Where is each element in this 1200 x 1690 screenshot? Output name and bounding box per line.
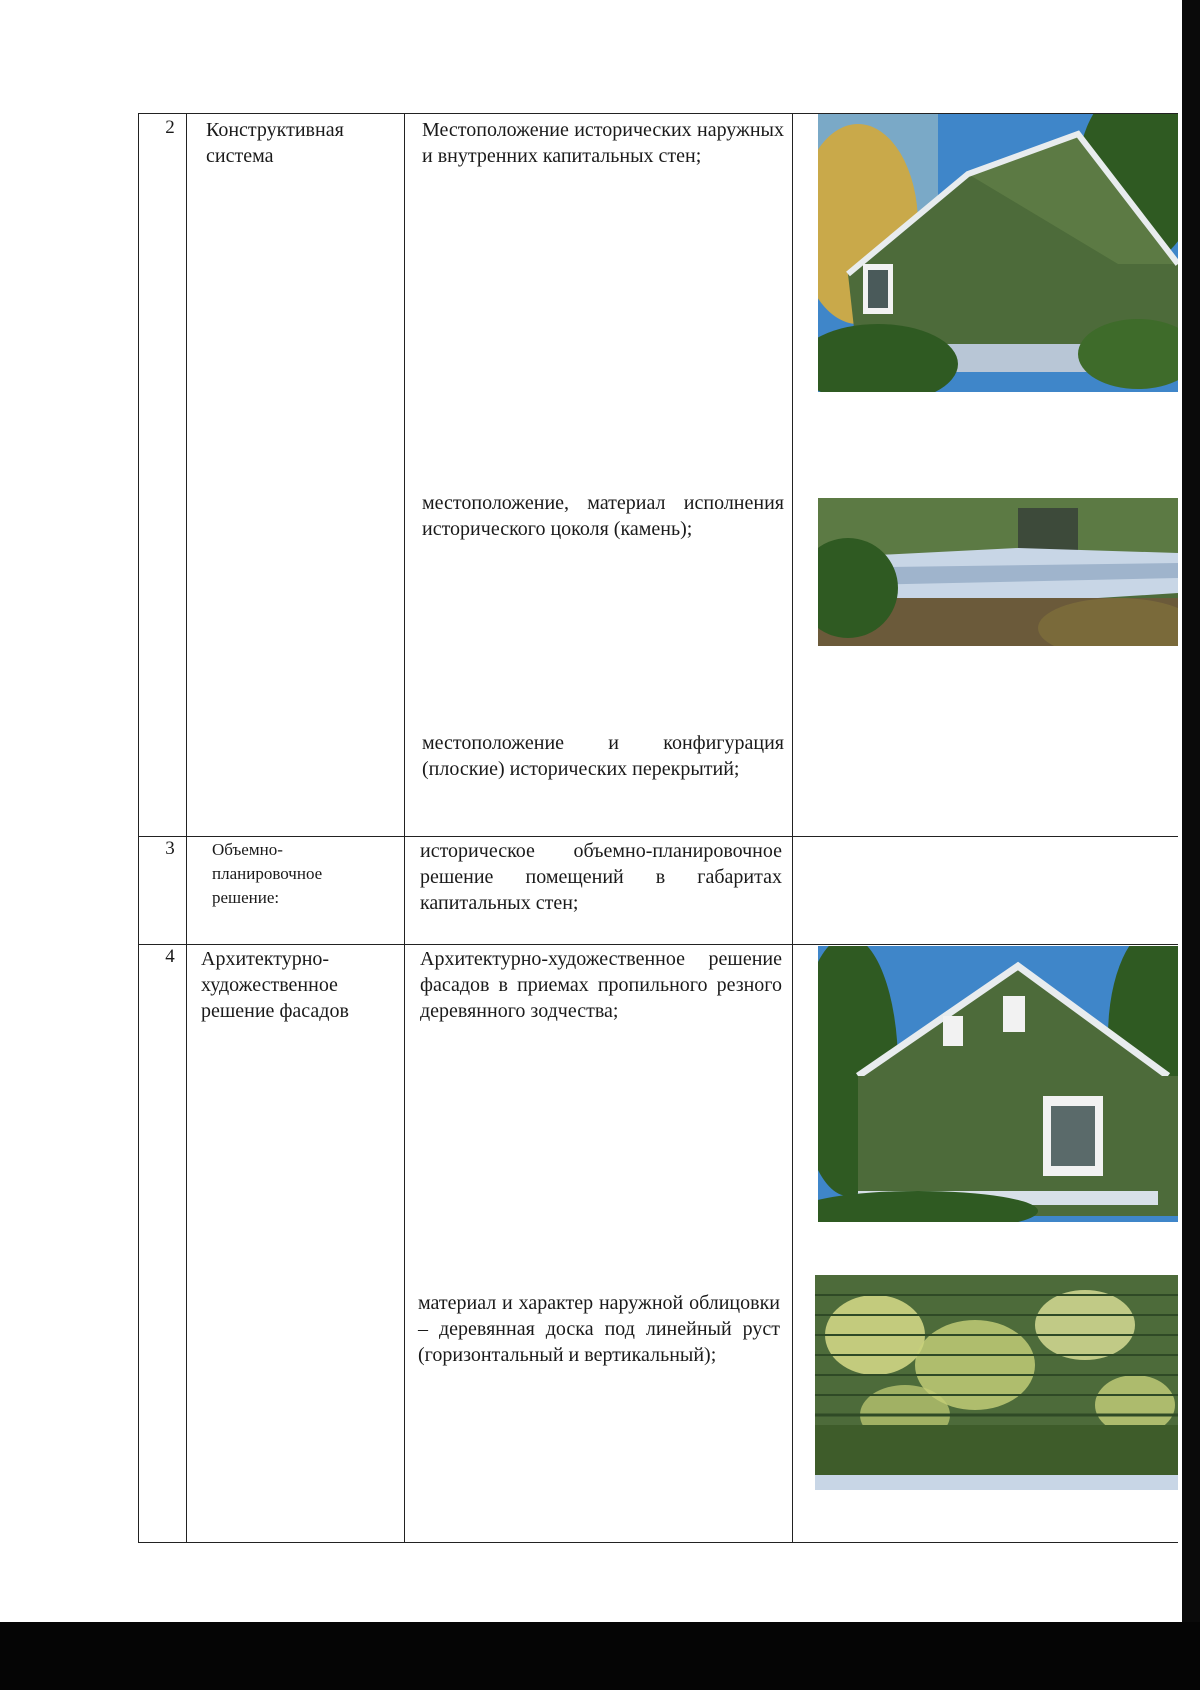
row-item: историческое объемно-планировочное решение помещений в габаритах капитальных стен; <box>420 840 782 914</box>
scan-bottom-bar <box>0 1622 1200 1690</box>
row-title: Архитектурно-художественное решение фасадов <box>201 948 349 1022</box>
row-item: Местоположение исторических наружных и внутренних капитальных стен; <box>422 119 784 167</box>
facade-photo <box>818 946 1178 1222</box>
house-photo <box>818 114 1178 392</box>
table-border-col1 <box>186 113 187 1543</box>
plinth-photo <box>818 498 1178 646</box>
row-item: местоположение и конфигурация (плоские) исторических перекрытий; <box>422 732 784 780</box>
table-border-col2 <box>404 113 405 1543</box>
row-item: материал и характер наружной облицовки – деревянная доска под линейный руст (горизонтальный и вертикальный); <box>418 1292 780 1366</box>
row-item: Архитектурно-художественное решение фасадов в приемах пропильного резного деревянного зодчества; <box>420 948 782 1022</box>
table-border-bottom <box>138 1542 1178 1543</box>
row-title: Объемно-планировочное решение: <box>212 840 323 907</box>
row-number: 3 <box>165 838 175 859</box>
table-border-left <box>138 113 139 1543</box>
row-divider-3 <box>138 836 1178 837</box>
scan-edge <box>1182 0 1200 1690</box>
row-title: Конструктивная система <box>206 119 344 167</box>
table-border-col3 <box>792 113 793 1543</box>
row-divider-4 <box>138 944 1178 945</box>
row-item: местоположение, материал исполнения исторического цоколя (камень); <box>422 492 784 540</box>
cladding-photo <box>815 1275 1178 1490</box>
row-number: 4 <box>165 946 175 967</box>
row-number: 2 <box>165 117 175 138</box>
